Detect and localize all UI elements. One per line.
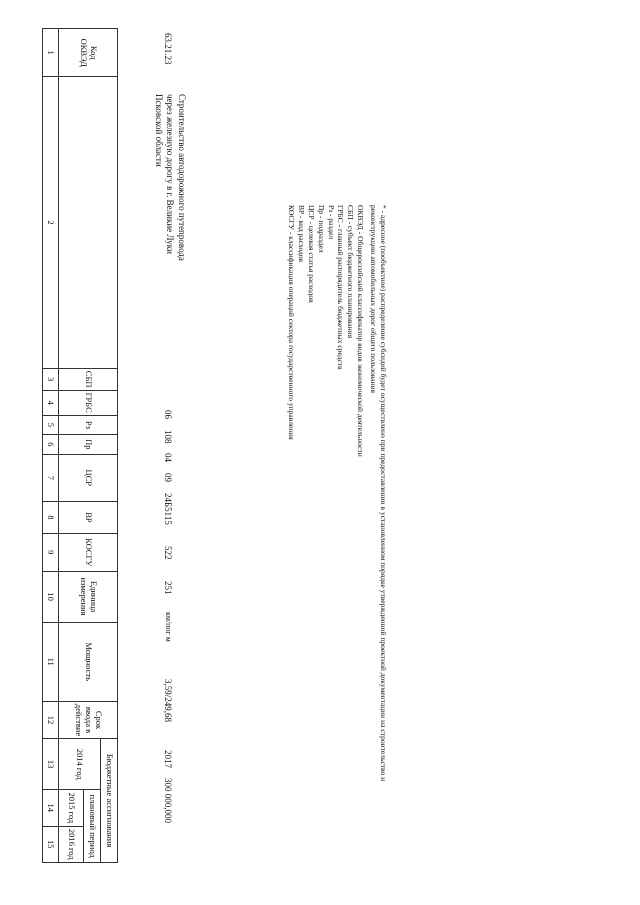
row-pr: 09 — [163, 473, 173, 482]
row-rz: 04 — [163, 453, 173, 462]
header-rz: Рз — [59, 415, 118, 434]
row-name-line: Строительство автодорожного путепровода — [177, 94, 187, 261]
footnote: ЦСР - целевая статья расходов — [306, 205, 316, 303]
row-grbs: 108 — [163, 430, 173, 444]
col-num: 13 — [43, 739, 59, 790]
col-num: 12 — [43, 701, 59, 738]
header-2014: 2014 год — [59, 739, 101, 790]
footnote: реконструкцию автомобильных дорог общего пользования — [369, 205, 379, 393]
column-number-row — [43, 29, 59, 863]
col-num: 15 — [43, 826, 59, 862]
header-power: Мощность — [59, 622, 118, 701]
header-grbs: ГРБС — [59, 390, 118, 415]
header-pr: Пр — [59, 435, 118, 455]
col-num: 1 — [43, 29, 59, 77]
row-kosgu: 251 — [163, 581, 173, 595]
col-num: 2 — [43, 77, 59, 368]
footnote: КОСГУ - классификация операций сектора государственного управления — [286, 205, 296, 440]
footnote: ВР - вид расходов — [296, 205, 306, 263]
footnote: Пр - подраздел — [316, 205, 326, 253]
col-num: 14 — [43, 790, 59, 826]
header-2016: 2016 год — [59, 826, 84, 862]
row-2014: 300 000,000 — [163, 778, 173, 823]
col-num: 8 — [43, 501, 59, 533]
footnote: * - адресное (пообъектное) распределение субсидий будет осуществлено при предоставлении в установленном порядке утвержденной проектной документации на строительство и — [379, 205, 388, 782]
col-num: 11 — [43, 622, 59, 701]
row-power: 3,59/249,68 — [163, 679, 173, 723]
col-num: 10 — [43, 571, 59, 622]
header-vr: ВР — [59, 501, 118, 533]
header-unit: Единица измерения — [59, 571, 118, 622]
footnote: СБП - субъект бюджетного планирования — [346, 205, 356, 339]
footnote: ГРБС - главный распорядитель бюджетных средств — [336, 205, 346, 370]
row-deadline: 2017 — [163, 750, 173, 768]
header-budget: Бюджетные ассигнования — [101, 739, 118, 863]
header-name — [59, 77, 118, 368]
header-2015: 2015 год — [59, 790, 84, 826]
header-csr: ЦСР — [59, 454, 118, 501]
header-sbp: СБП — [59, 368, 118, 390]
row-name — [152, 94, 187, 261]
header-okved: Код ОКВЭД — [59, 29, 118, 77]
footnotes — [286, 205, 388, 781]
row-sbp: 06 — [163, 410, 173, 419]
col-num: 9 — [43, 534, 59, 572]
row-name-line: Псковской области — [153, 94, 164, 167]
header-kosgu: КОСГУ — [59, 534, 118, 572]
row-vr: 522 — [163, 546, 173, 560]
row-okved: 63.21.23 — [163, 33, 173, 65]
row-csr: 24Б5115 — [163, 493, 173, 525]
budget-table — [42, 28, 118, 863]
row-name-line: через железную дорогу в г. Великие Луки — [165, 94, 176, 254]
footnote: ОКВЭД - Общероссийский классификатор видов экономической деятельности — [356, 205, 366, 457]
header-deadline: Срок ввода в действие — [59, 701, 118, 738]
header-plan-period: плановый период — [84, 790, 101, 863]
col-num: 6 — [43, 435, 59, 455]
col-num: 4 — [43, 390, 59, 415]
col-num: 3 — [43, 368, 59, 390]
col-num: 5 — [43, 415, 59, 434]
row-unit: км/пог м — [164, 612, 173, 642]
footnote: Рз - раздел — [326, 205, 336, 240]
col-num: 7 — [43, 454, 59, 501]
